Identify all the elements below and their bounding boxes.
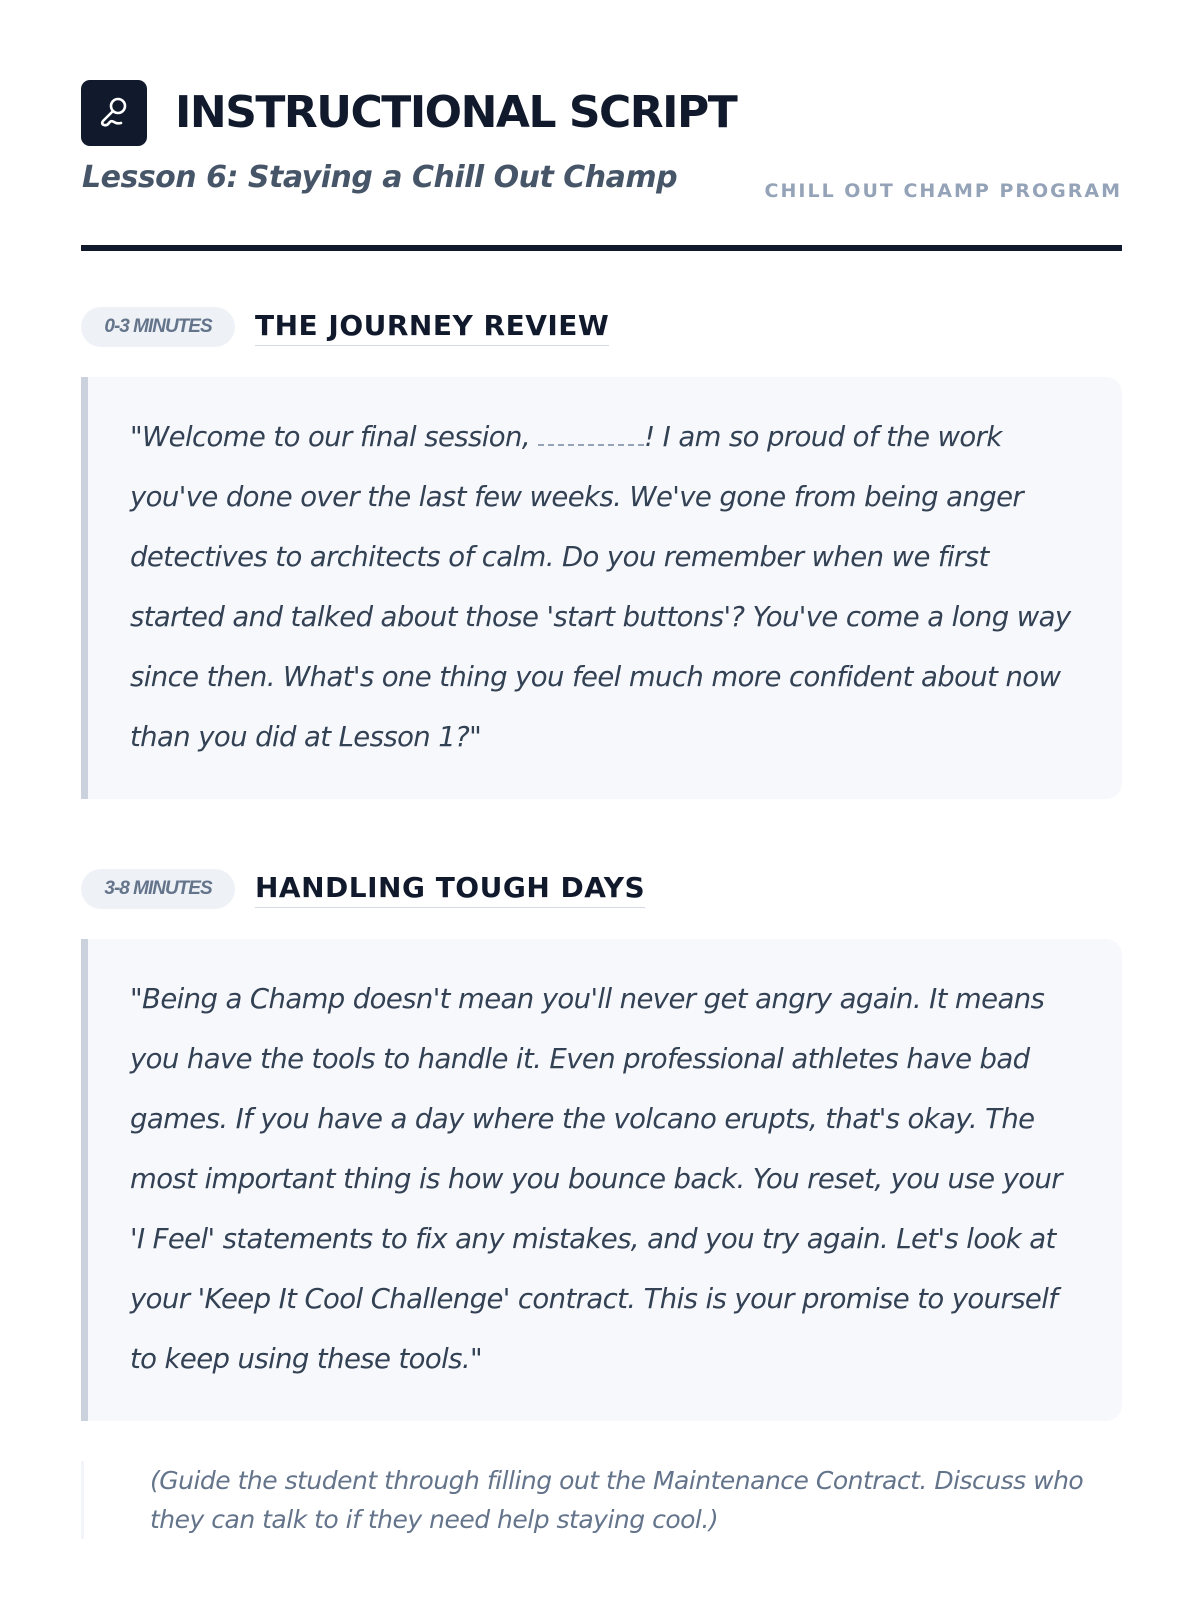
program-name: CHILL OUT CHAMP PROGRAM: [764, 180, 1122, 202]
script-text: "Being a Champ doesn't mean you'll never get angry again. It means you have the tools to handle it. Even professional athletes have bad games. If you have a day where the volcano erupts, that's okay. The most important thing is how you bounce back. You reset, you use your 'I Feel' statements to fix any mistakes, and you try again. Let's look at your 'Keep It Cool Challenge' contract. This is your promise to yourself to keep using these tools.": [130, 983, 1062, 1375]
script-text: "Welcome to our final session,: [130, 421, 539, 453]
time-badge: 0-3 MINUTES: [81, 307, 235, 347]
script-text: ! I am so proud of the work you've done over the last few weeks. We've gone from being anger detectives to architects of calm. Do you remember when we first started and talked about those 'start buttons'? You've come a long way since then. What's one thing you feel much more confident about now than you did at Lesson 1?": [130, 421, 1071, 753]
section-header: [81, 869, 1122, 909]
document-page: [81, 80, 1122, 1539]
script-section: [81, 307, 1122, 799]
instructor-note: (Guide the student through filling out the Maintenance Contract. Discuss who they can talk to if they need help staying cool.): [81, 1461, 1122, 1539]
name-blank: [538, 418, 644, 446]
header-divider: [81, 245, 1122, 251]
microphone-icon: [81, 80, 147, 146]
document-title: INSTRUCTIONAL SCRIPT: [175, 87, 737, 138]
script-section: [81, 869, 1122, 1539]
script-box: [81, 939, 1122, 1421]
lesson-title: Lesson 6: Staying a Chill Out Champ: [82, 160, 678, 195]
document-subheader: [81, 146, 1122, 218]
section-header: [81, 307, 1122, 347]
section-title: HANDLING TOUGH DAYS: [255, 871, 645, 908]
time-badge: 3-8 MINUTES: [81, 869, 235, 909]
document-header: [81, 80, 1122, 146]
section-title: THE JOURNEY REVIEW: [255, 309, 609, 346]
script-box: [81, 377, 1122, 799]
